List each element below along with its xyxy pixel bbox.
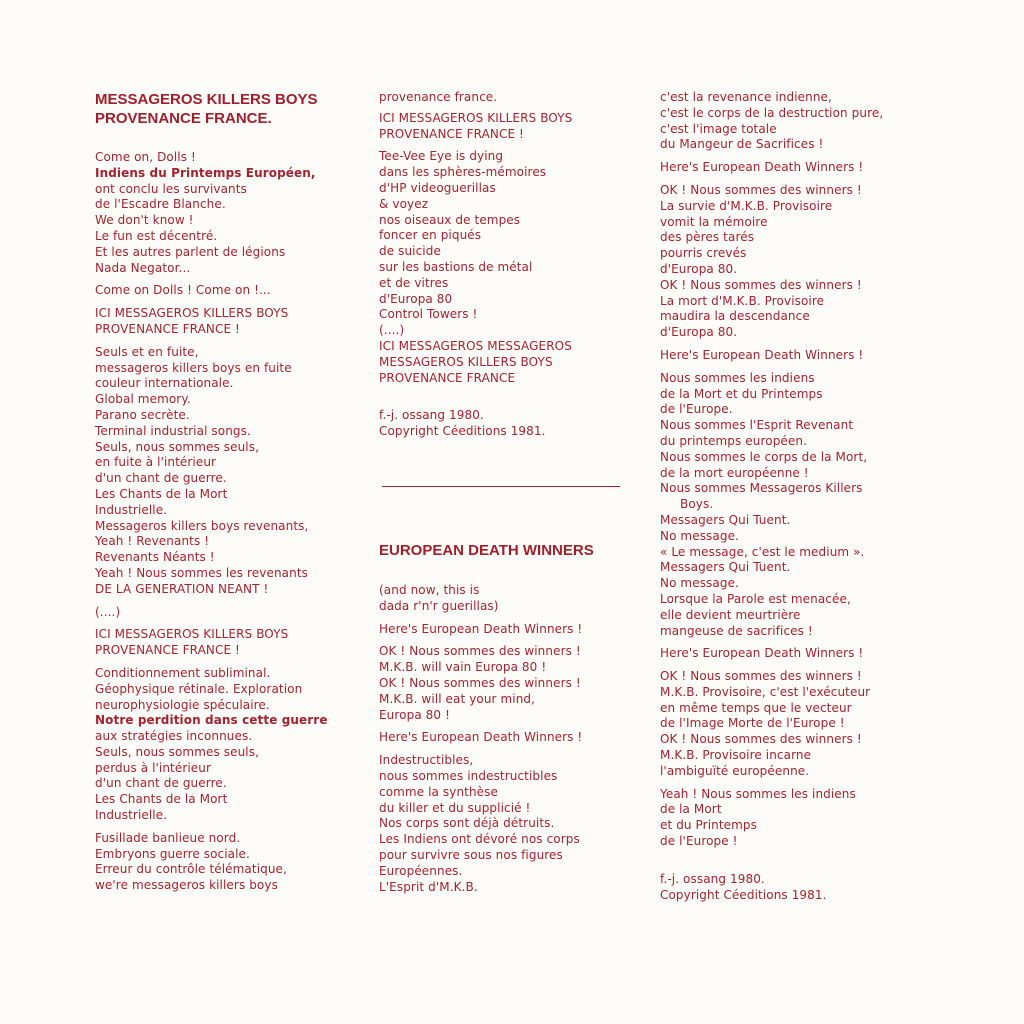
text-line: perdus à l'intérieur <box>95 760 212 775</box>
stanza <box>95 306 365 338</box>
text-line: nous sommes indestructibles <box>379 768 558 783</box>
text-line: Nous sommes l'Esprit Revenant <box>660 418 854 433</box>
text-line: Fusillade banlieue nord. <box>95 830 241 845</box>
text-line: « Le message, c'est le medium ». <box>660 544 865 559</box>
text-line: d'un chant de guerre. <box>95 471 227 486</box>
text-line: Messageros killers boys revenants, <box>95 518 309 533</box>
text-line: ICI MESSAGEROS KILLERS BOYS <box>95 306 289 321</box>
text-line: No message. <box>660 576 739 591</box>
text-line: du printemps européen. <box>660 433 807 448</box>
stanza <box>379 583 639 615</box>
text-line: dada r'n'r guerillas) <box>379 598 499 613</box>
column-1-text <box>95 150 365 894</box>
text-line: de suicide <box>379 244 441 259</box>
text-line: Seuls, nous sommes seuls, <box>95 744 260 759</box>
text-line: La mort d'M.K.B. Provisoire <box>660 293 825 308</box>
text-line: comme la synthèse <box>379 784 499 799</box>
text-line: mangeuse de sacrifices ! <box>660 623 813 638</box>
stanza <box>379 149 629 386</box>
text-line: OK ! Nous sommes des winners ! <box>660 732 862 747</box>
text-line: ont conclu les survivants <box>95 181 247 196</box>
text-line: sur les bastions de métal <box>379 259 533 274</box>
column-2 <box>379 90 629 440</box>
text-line: Terminal industrial songs. <box>95 423 251 438</box>
stanza <box>379 753 639 895</box>
text-line: des pères tarés <box>660 230 755 245</box>
text-line: (....) <box>379 323 405 338</box>
text-line: Seuls, nous sommes seuls, <box>95 439 260 454</box>
stanza <box>95 283 365 299</box>
text-line: ICI MESSAGEROS MESSAGEROS <box>379 338 572 353</box>
text-line: OK ! Nous sommes des winners ! <box>379 675 581 690</box>
text-line: M.K.B. will eat your mind, <box>379 691 536 706</box>
stanza <box>660 90 920 153</box>
column-3 <box>660 90 920 903</box>
poem-title <box>95 90 365 128</box>
stanza <box>95 666 365 824</box>
text-line: M.K.B. will vain Europa 80 ! <box>379 660 547 675</box>
text-line: Industrielle. <box>95 808 168 823</box>
text-line: Here's European Death Winners ! <box>660 347 864 362</box>
text-line: du killer et du supplicié ! <box>379 800 531 815</box>
text-line: No message. <box>660 528 739 543</box>
text-line: Tee-Vee Eye is dying <box>379 149 504 164</box>
text-line: en fuite à l'intérieur <box>95 455 217 470</box>
text-line: pour survivre sous nos figures <box>379 847 563 862</box>
text-line: neurophysiologie spéculaire. <box>95 697 270 712</box>
text-line: Nous sommes le corps de la Mort, <box>660 449 868 464</box>
text-line: OK ! Nous sommes des winners ! <box>660 182 862 197</box>
stanza <box>660 371 920 640</box>
text-line: Les Chants de la Mort <box>95 486 228 501</box>
text-line: Industrielle. <box>95 502 168 517</box>
text-line: Erreur du contrôle télématique, <box>95 862 287 877</box>
text-line: OK ! Nous sommes des winners ! <box>660 277 862 292</box>
text-line: en même temps que le vecteur <box>660 700 852 715</box>
text-line: Yeah ! Revenants ! <box>95 534 210 549</box>
text-line: Control Towers ! <box>379 307 478 322</box>
column-2-lower-text <box>379 583 639 895</box>
text-line: f.-j. ossang 1980. <box>660 871 765 886</box>
text-line: c'est l'image totale <box>660 121 777 136</box>
text-line: Boys. <box>680 497 714 512</box>
text-line: Et les autres parlent de légions <box>95 244 286 259</box>
text-line: Copyright Céeditions 1981. <box>379 424 546 439</box>
title-line: PROVENANCE FRANCE. <box>95 110 272 127</box>
text-line: c'est la revenance indienne, <box>660 90 832 104</box>
text-line: Yeah ! Nous sommes les revenants <box>95 565 308 580</box>
text-line: d'un chant de guerre. <box>95 776 227 791</box>
stanza <box>379 408 629 440</box>
stanza <box>660 160 920 176</box>
text-line: M.K.B. Provisoire incarne <box>660 748 812 763</box>
column-2-lower <box>379 583 639 895</box>
text-line: Parano secrète. <box>95 407 190 422</box>
text-line: La survie d'M.K.B. Provisoire <box>660 198 833 213</box>
text-line: We don't know ! <box>95 213 194 228</box>
text-line: pourris crevés <box>660 246 747 261</box>
text-line: foncer en piqués <box>379 228 482 243</box>
column-3-text <box>660 90 920 903</box>
text-line: couleur internationale. <box>95 376 234 391</box>
text-line: Here's European Death Winners ! <box>379 730 583 745</box>
text-line: (and now, this is <box>379 583 480 597</box>
text-line: Géophysique rétinale. Exploration <box>95 681 303 696</box>
text-line: ICI MESSAGEROS KILLERS BOYS <box>95 627 289 642</box>
text-line: Here's European Death Winners ! <box>660 160 864 175</box>
stanza <box>660 646 920 662</box>
text-line: Come on Dolls ! Come on !... <box>95 283 271 298</box>
text-line: Seuls et en fuite, <box>95 344 199 359</box>
text-line: Copyright Céeditions 1981. <box>660 887 827 902</box>
text-line: c'est le corps de la destruction pure, <box>660 105 884 120</box>
text-line: de l'Image Morte de l'Europe ! <box>660 716 845 731</box>
text-line: OK ! Nous sommes des winners ! <box>660 669 862 684</box>
stanza <box>660 348 920 364</box>
text-line: MESSAGEROS KILLERS BOYS <box>379 354 553 369</box>
text-line: PROVENANCE FRANCE ! <box>379 126 524 141</box>
stanza <box>95 627 365 659</box>
text-line: Indiens du Printemps Européen, <box>95 165 316 180</box>
column-2-text <box>379 90 629 440</box>
text-line: elle devient meurtrière <box>660 607 801 622</box>
stanza <box>379 90 629 106</box>
text-line: de la Mort <box>660 802 722 817</box>
stanza <box>95 605 365 621</box>
stanza <box>660 872 920 904</box>
text-line: Revenants Néants ! <box>95 550 215 565</box>
text-line: PROVENANCE FRANCE ! <box>95 321 240 336</box>
text-line: Global memory. <box>95 392 191 407</box>
stanza <box>660 787 920 850</box>
text-line: de la mort européenne ! <box>660 465 809 480</box>
text-line: nos oiseaux de tempes <box>379 212 521 227</box>
text-line: du Mangeur de Sacrifices ! <box>660 137 824 152</box>
text-line: de l'Europe ! <box>660 834 738 849</box>
text-line: et du Printemps <box>660 818 757 833</box>
text-line: Here's European Death Winners ! <box>660 646 864 661</box>
text-line: Conditionnement subliminal. <box>95 665 271 680</box>
text-line: de l'Escadre Blanche. <box>95 197 226 212</box>
text-line: Europa 80 ! <box>379 707 450 722</box>
stanza <box>379 644 639 723</box>
stanza <box>660 183 920 341</box>
text-line: Messagers Qui Tuent. <box>660 512 791 527</box>
stanza <box>95 150 365 276</box>
stanza <box>660 669 920 780</box>
text-line: (....) <box>95 604 121 619</box>
text-line: OK ! Nous sommes des winners ! <box>379 644 581 659</box>
text-line: PROVENANCE FRANCE <box>379 370 516 385</box>
text-line: Nada Negator... <box>95 260 191 275</box>
text-line: d'Europa 80. <box>660 325 738 340</box>
text-line: Les Chants de la Mort <box>95 792 228 807</box>
stanza <box>95 345 365 598</box>
text-line: Lorsque la Parole est menacée, <box>660 591 851 606</box>
text-line: de la Mort et du Printemps <box>660 386 823 401</box>
text-line: & voyez <box>379 196 429 211</box>
text-line: maudira la descendance <box>660 309 810 324</box>
text-line: f.-j. ossang 1980. <box>379 408 484 423</box>
text-line: M.K.B. Provisoire, c'est l'exécuteur <box>660 684 871 699</box>
text-line: Les Indiens ont dévoré nos corps <box>379 832 580 847</box>
text-line: L'Esprit d'M.K.B. <box>379 879 478 894</box>
text-line: et de vitres <box>379 275 449 290</box>
text-line: dans les sphères-mémoires <box>379 165 547 180</box>
text-line: Here's European Death Winners ! <box>379 621 583 636</box>
text-line: d'HP videoguerillas <box>379 180 496 195</box>
text-line: Messagers Qui Tuent. <box>660 560 791 575</box>
text-line: messageros killers boys en fuite <box>95 360 292 375</box>
text-line: DE LA GENERATION NEANT ! <box>95 581 269 596</box>
text-line: Indestructibles, <box>379 753 474 768</box>
text-line: Embryons guerre sociale. <box>95 846 250 861</box>
text-line: Le fun est décentré. <box>95 228 218 243</box>
text-line: de l'Europe. <box>660 402 733 417</box>
stanza <box>379 730 639 746</box>
text-line: Come on, Dolls ! <box>95 150 196 164</box>
text-line: vomit la mémoire <box>660 214 768 229</box>
text-line: Yeah ! Nous sommes les indiens <box>660 786 856 801</box>
stanza <box>95 831 365 894</box>
title-line: MESSAGEROS KILLERS BOYS <box>95 91 318 108</box>
text-line: provenance france. <box>379 90 498 104</box>
section-title: EUROPEAN DEATH WINNERS <box>379 542 594 559</box>
text-line: Nous sommes les indiens <box>660 370 815 385</box>
text-line: Nos corps sont déjà détruits. <box>379 816 555 831</box>
column-1 <box>95 90 365 894</box>
text-line: l'ambiguïté européenne. <box>660 763 810 778</box>
text-line: we're messageros killers boys <box>95 878 278 893</box>
text-line: d'Europa 80. <box>660 261 738 276</box>
text-line: ICI MESSAGEROS KILLERS BOYS <box>379 110 573 125</box>
stanza <box>379 111 629 143</box>
text-line: aux stratégies inconnues. <box>95 729 253 744</box>
section-divider <box>382 486 620 487</box>
stanza <box>379 622 639 638</box>
text-line: Notre perdition dans cette guerre <box>95 713 328 728</box>
text-line: Nous sommes Messageros Killers <box>660 481 863 496</box>
text-line: d'Europa 80 <box>379 291 453 306</box>
text-line: Européennes. <box>379 863 463 878</box>
text-line: PROVENANCE FRANCE ! <box>95 643 240 658</box>
